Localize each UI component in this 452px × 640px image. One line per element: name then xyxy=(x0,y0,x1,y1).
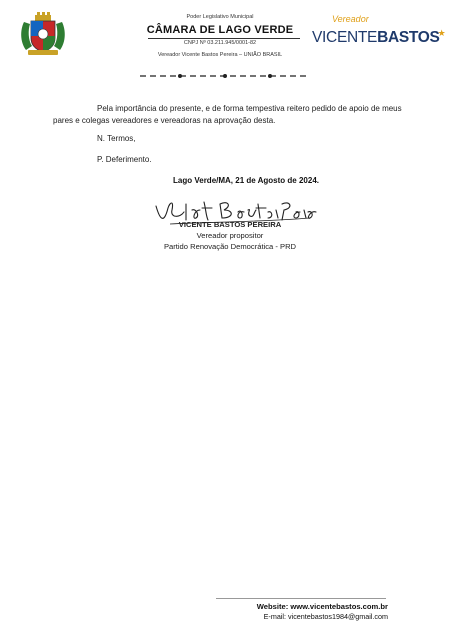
header-rule xyxy=(148,38,300,39)
municipal-crest-icon xyxy=(18,12,68,58)
signatory-role: Vereador propositor xyxy=(196,231,264,240)
footer-rule xyxy=(216,598,386,599)
brand-name-light: VICENTE xyxy=(312,29,378,46)
councilor-line: Vereador Vicente Bastos Pereira – UNIÃO BRASIL xyxy=(157,52,283,58)
cnpj-label: CNPJ Nº 03.211.945/0001-82 xyxy=(183,40,257,46)
footer-email[interactable]: E-mail: vicentebastos1984@gmail.com xyxy=(263,612,388,621)
brand-name-bold: BASTOS xyxy=(377,29,440,46)
date-line: Lago Verde/MA, 21 de Agosto de 2024. xyxy=(173,176,319,185)
footer-website[interactable]: Website: www.vicentebastos.com.br xyxy=(256,602,388,611)
decorative-divider xyxy=(140,66,310,72)
closing-terms: N. Termos, xyxy=(97,134,136,143)
signatory-party: Partido Renovação Democrática - PRD xyxy=(163,242,297,251)
chamber-name: CÂMARA DE LAGO VERDE xyxy=(146,24,294,36)
signatory-name: VICENTE BASTOS PEREIRA xyxy=(178,220,282,229)
body-paragraph: Pela importância do presente, e de forma tempestiva reitero pedido de apoio de meus pares e colegas vereadores e vereadoras na aprovação desta. xyxy=(53,104,402,125)
legislative-power-label: Poder Legislativo Municipal xyxy=(186,14,254,20)
star-icon: ★ xyxy=(437,28,446,38)
closing-deferral: P. Deferimento. xyxy=(97,155,152,164)
brand-logo xyxy=(312,28,446,47)
brand-role: Vereador xyxy=(332,14,369,24)
